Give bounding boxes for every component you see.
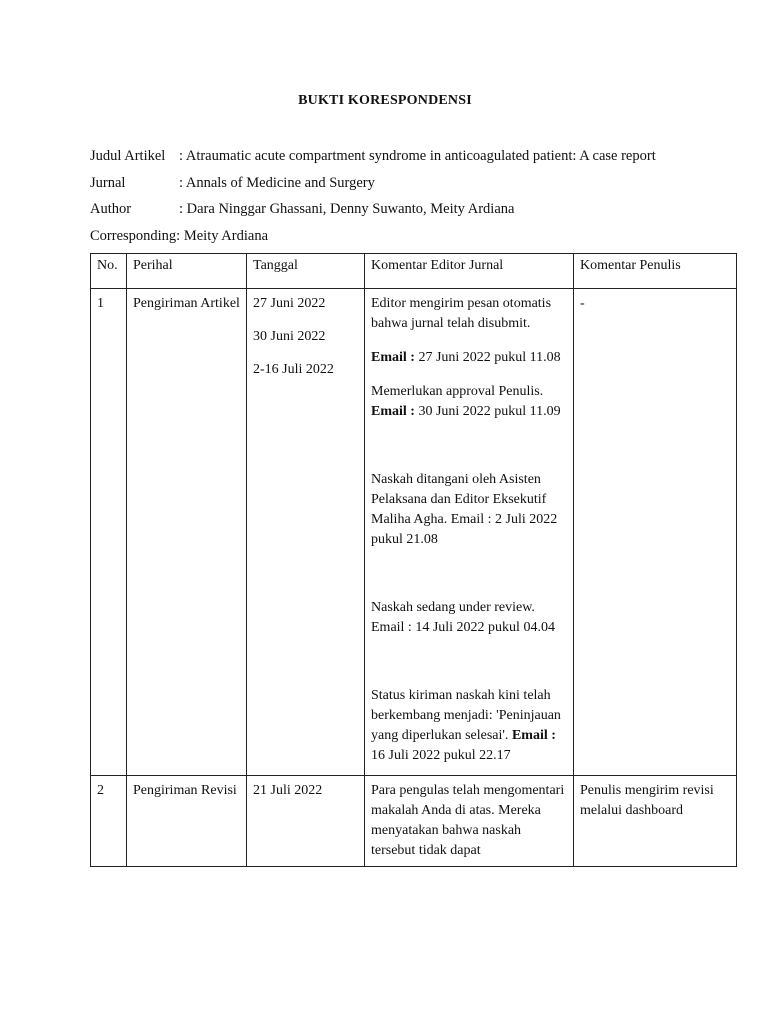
table-header-row [91, 254, 737, 289]
meta-corresponding: Corresponding: Meity Ardiana [90, 228, 269, 244]
email-label: Email : [371, 404, 415, 419]
row1-editor-p1: Editor mengirim pesan otomatis bahwa jurnal telah disubmit. [371, 296, 552, 331]
page-title: BUKTI KORESPONDENSI [298, 93, 472, 108]
row1-no: 1 [91, 289, 127, 776]
table-row [91, 776, 737, 867]
row1-editor-p3-text: Memerlukan approval Penulis. [371, 384, 544, 399]
row1-editor-p6-text: Status kiriman naskah kini telah berkembang menjadi: 'Peninjauan yang diperlukan selesai'. [371, 688, 561, 743]
meta-judul-label: Judul Artikel [90, 148, 166, 164]
row1-date-1: 27 Juni 2022 [253, 296, 326, 311]
row1-editor-p2 [371, 348, 567, 368]
row1-editor-p3-rest: 30 Juni 2022 pukul 11.09 [414, 404, 561, 419]
row1-date-3: 2-16 Juli 2022 [253, 362, 334, 377]
row1-editor-p3 [371, 382, 567, 422]
row2-no: 2 [91, 776, 127, 867]
row1-tanggal [247, 289, 365, 776]
row1-editor-comment [365, 289, 574, 776]
row2-perihal: Pengiriman Revisi [127, 776, 247, 867]
meta-author-label: Author [90, 201, 132, 217]
row2-tanggal: 21 Juli 2022 [247, 776, 365, 867]
row1-date-2: 30 Juni 2022 [253, 329, 326, 344]
header-perihal: Perihal [127, 254, 247, 289]
email-label: Email : [511, 728, 556, 743]
meta-jurnal-label: Jurnal [90, 175, 126, 191]
row1-perihal: Pengiriman Artikel [127, 289, 247, 776]
row2-penulis-comment: Penulis mengirim revisi melalui dashboard [574, 776, 737, 867]
header-tanggal: Tanggal [247, 254, 365, 289]
row2-editor-comment: Para pengulas telah mengomentari makalah Anda di atas. Mereka menyatakan bahwa naskah tersebut tidak dapat [365, 776, 574, 867]
header-editor: Komentar Editor Jurnal [365, 254, 574, 289]
row1-editor-p5: Naskah sedang under review. Email : 14 Juli 2022 pukul 04.04 [371, 600, 555, 635]
email-label: Email : [371, 350, 415, 365]
row1-editor-p6-rest: 16 Juli 2022 pukul 22.17 [371, 748, 511, 763]
meta-jurnal-value: : Annals of Medicine and Surgery [179, 175, 375, 191]
row1-editor-p4: Naskah ditangani oleh Asisten Pelaksana dan Editor Eksekutif Maliha Agha. Email : 2 Juli 2022 pukul 21.08 [371, 472, 558, 547]
meta-author-value: : Dara Ninggar Ghassani, Denny Suwanto, Meity Ardiana [179, 201, 515, 217]
header-penulis: Komentar Penulis [574, 254, 737, 289]
row1-editor-p2-text: 27 Juni 2022 pukul 11.08 [414, 350, 561, 365]
header-no: No. [91, 254, 127, 289]
meta-judul [90, 148, 656, 165]
meta-author [90, 201, 514, 218]
row1-penulis-comment: - [574, 289, 737, 776]
table-row [91, 289, 737, 776]
correspondence-table [90, 253, 737, 867]
meta-jurnal [90, 175, 375, 192]
meta-judul-value: : Atraumatic acute compartment syndrome in anticoagulated patient: A case report [179, 148, 656, 164]
row1-editor-p6 [371, 686, 567, 766]
